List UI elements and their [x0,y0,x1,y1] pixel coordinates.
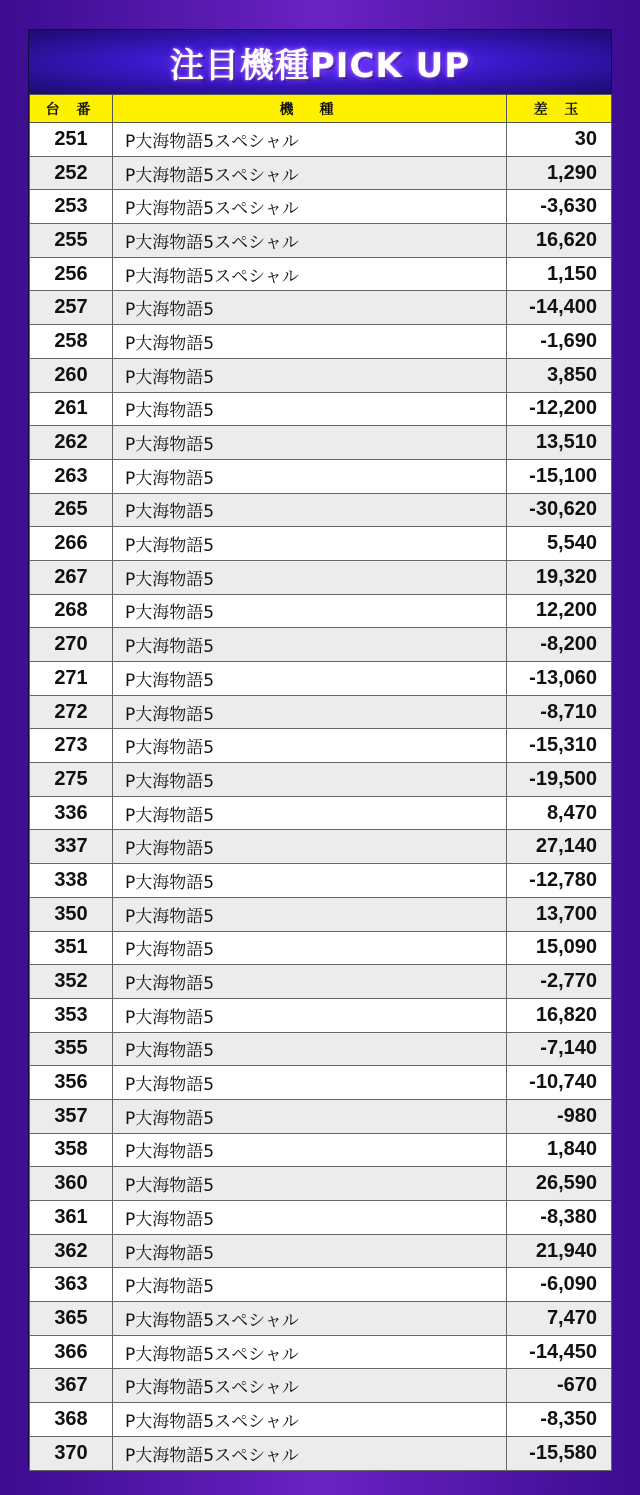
machine-name-cell: P大海物語5スペシャル [113,123,507,157]
machine-name-cell: P大海物語5 [113,527,507,561]
diff-value-cell: 21,940 [507,1234,612,1268]
machine-number-cell: 370 [30,1436,113,1470]
diff-value-cell: -8,380 [507,1201,612,1235]
table-row [30,1403,612,1437]
diff-value-cell: -2,770 [507,965,612,999]
table-row [30,1167,612,1201]
machine-name-cell: P大海物語5 [113,897,507,931]
machine-name-cell: P大海物語5 [113,998,507,1032]
machine-name-cell: P大海物語5スペシャル [113,1403,507,1437]
machine-name-cell: P大海物語5 [113,291,507,325]
machine-number-cell: 365 [30,1302,113,1336]
machine-name-cell: P大海物語5 [113,493,507,527]
table-row [30,695,612,729]
diff-value-cell: 16,620 [507,224,612,258]
table-row [30,426,612,460]
table-body [30,123,612,1471]
pickup-panel [29,30,611,1466]
diff-value-cell: 8,470 [507,796,612,830]
table-row [30,527,612,561]
machine-number-cell: 260 [30,358,113,392]
diff-value-cell: 3,850 [507,358,612,392]
diff-value-cell: 12,200 [507,594,612,628]
diff-value-cell: 30 [507,123,612,157]
page-title: 注目機種PICK UP [29,30,611,94]
machine-name-cell: P大海物語5 [113,459,507,493]
table-row [30,1201,612,1235]
table-row [30,123,612,157]
diff-value-cell: 1,840 [507,1133,612,1167]
table-row [30,1302,612,1336]
machine-number-cell: 273 [30,729,113,763]
machine-name-cell: P大海物語5 [113,628,507,662]
machine-number-cell: 255 [30,224,113,258]
machine-number-cell: 265 [30,493,113,527]
machine-name-cell: P大海物語5 [113,1099,507,1133]
diff-value-cell: 5,540 [507,527,612,561]
table-row [30,998,612,1032]
machine-number-cell: 351 [30,931,113,965]
machine-number-cell: 363 [30,1268,113,1302]
table-row [30,965,612,999]
machine-name-cell: P大海物語5スペシャル [113,156,507,190]
machine-number-cell: 253 [30,190,113,224]
table-row [30,1335,612,1369]
machine-number-cell: 352 [30,965,113,999]
machine-name-cell: P大海物語5 [113,662,507,696]
table-row [30,224,612,258]
diff-value-cell: 19,320 [507,560,612,594]
diff-value-cell: -14,400 [507,291,612,325]
machine-number-cell: 367 [30,1369,113,1403]
table-row [30,291,612,325]
table-row [30,190,612,224]
machine-name-cell: P大海物語5 [113,763,507,797]
machine-number-cell: 272 [30,695,113,729]
table-row [30,1099,612,1133]
header-diff: 差 玉 [507,95,612,123]
table-row [30,257,612,291]
diff-value-cell: 15,090 [507,931,612,965]
machine-name-cell: P大海物語5 [113,1268,507,1302]
machine-number-cell: 267 [30,560,113,594]
machine-name-cell: P大海物語5 [113,1066,507,1100]
machine-number-cell: 252 [30,156,113,190]
machine-name-cell: P大海物語5 [113,695,507,729]
diff-value-cell: 27,140 [507,830,612,864]
diff-value-cell: -30,620 [507,493,612,527]
machine-name-cell: P大海物語5スペシャル [113,224,507,258]
diff-value-cell: 1,290 [507,156,612,190]
machine-name-cell: P大海物語5 [113,594,507,628]
machine-name-cell: P大海物語5 [113,1032,507,1066]
machine-number-cell: 336 [30,796,113,830]
table-row [30,1066,612,1100]
diff-value-cell: -670 [507,1369,612,1403]
diff-value-cell: -15,580 [507,1436,612,1470]
diff-value-cell: -980 [507,1099,612,1133]
table-row [30,1268,612,1302]
table-row [30,594,612,628]
table-row [30,931,612,965]
table-row [30,392,612,426]
machine-name-cell: P大海物語5 [113,325,507,359]
machine-name-cell: P大海物語5スペシャル [113,257,507,291]
machine-name-cell: P大海物語5 [113,1133,507,1167]
diff-value-cell: 1,150 [507,257,612,291]
machine-number-cell: 256 [30,257,113,291]
machine-number-cell: 275 [30,763,113,797]
machine-name-cell: P大海物語5 [113,796,507,830]
table-row [30,864,612,898]
diff-value-cell: -1,690 [507,325,612,359]
table-row [30,560,612,594]
diff-value-cell: -7,140 [507,1032,612,1066]
machine-number-cell: 366 [30,1335,113,1369]
machine-number-cell: 361 [30,1201,113,1235]
table-row [30,1032,612,1066]
machine-name-cell: P大海物語5 [113,358,507,392]
machine-number-cell: 356 [30,1066,113,1100]
table-row [30,493,612,527]
table-row [30,1369,612,1403]
table-row [30,325,612,359]
table-row [30,830,612,864]
machine-number-cell: 337 [30,830,113,864]
machine-number-cell: 266 [30,527,113,561]
diff-value-cell: -8,200 [507,628,612,662]
table-row [30,156,612,190]
diff-value-cell: 13,700 [507,897,612,931]
diff-value-cell: -12,780 [507,864,612,898]
machine-name-cell: P大海物語5スペシャル [113,1335,507,1369]
machine-number-cell: 360 [30,1167,113,1201]
header-number: 台 番 [30,95,113,123]
table-row [30,1234,612,1268]
machine-number-cell: 355 [30,1032,113,1066]
diff-value-cell: -19,500 [507,763,612,797]
diff-value-cell: -12,200 [507,392,612,426]
diff-value-cell: -15,100 [507,459,612,493]
table-row [30,662,612,696]
machine-name-cell: P大海物語5スペシャル [113,1302,507,1336]
header-machine: 機 種 [113,95,507,123]
machine-name-cell: P大海物語5 [113,931,507,965]
machine-number-cell: 263 [30,459,113,493]
table-row [30,729,612,763]
machine-name-cell: P大海物語5 [113,1201,507,1235]
table-row [30,763,612,797]
machine-number-cell: 353 [30,998,113,1032]
diff-value-cell: 26,590 [507,1167,612,1201]
machine-number-cell: 262 [30,426,113,460]
diff-value-cell: -10,740 [507,1066,612,1100]
diff-value-cell: -8,710 [507,695,612,729]
machine-number-cell: 258 [30,325,113,359]
machine-number-cell: 261 [30,392,113,426]
diff-value-cell: 16,820 [507,998,612,1032]
table-header [30,95,612,123]
machine-number-cell: 358 [30,1133,113,1167]
diff-value-cell: -3,630 [507,190,612,224]
machine-name-cell: P大海物語5 [113,729,507,763]
machine-name-cell: P大海物語5スペシャル [113,190,507,224]
table-row [30,628,612,662]
diff-value-cell: -6,090 [507,1268,612,1302]
table-row [30,459,612,493]
machine-number-cell: 268 [30,594,113,628]
machine-number-cell: 270 [30,628,113,662]
machine-number-cell: 362 [30,1234,113,1268]
table-row [30,1133,612,1167]
table-row [30,796,612,830]
machine-name-cell: P大海物語5 [113,1234,507,1268]
diff-value-cell: -15,310 [507,729,612,763]
machine-table [29,94,612,1471]
table-row [30,358,612,392]
diff-value-cell: 7,470 [507,1302,612,1336]
machine-number-cell: 338 [30,864,113,898]
machine-number-cell: 368 [30,1403,113,1437]
machine-number-cell: 271 [30,662,113,696]
diff-value-cell: -13,060 [507,662,612,696]
table-row [30,897,612,931]
machine-name-cell: P大海物語5 [113,864,507,898]
machine-number-cell: 350 [30,897,113,931]
diff-value-cell: -14,450 [507,1335,612,1369]
machine-name-cell: P大海物語5 [113,392,507,426]
diff-value-cell: -8,350 [507,1403,612,1437]
diff-value-cell: 13,510 [507,426,612,460]
machine-name-cell: P大海物語5スペシャル [113,1436,507,1470]
machine-number-cell: 251 [30,123,113,157]
machine-name-cell: P大海物語5 [113,560,507,594]
machine-name-cell: P大海物語5 [113,426,507,460]
machine-number-cell: 257 [30,291,113,325]
machine-number-cell: 357 [30,1099,113,1133]
machine-name-cell: P大海物語5 [113,830,507,864]
machine-name-cell: P大海物語5スペシャル [113,1369,507,1403]
table-row [30,1436,612,1470]
machine-name-cell: P大海物語5 [113,965,507,999]
machine-name-cell: P大海物語5 [113,1167,507,1201]
